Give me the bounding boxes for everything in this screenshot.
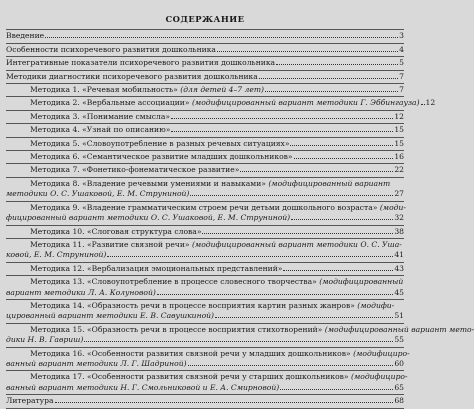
method-page: 51 [394, 311, 404, 321]
method-label: Методика 14. «Образность речи в процессе восприятия картин разных жанров» [30, 300, 355, 310]
toc-entry-text: Методики диагностики психоречевого развития дошкольника [6, 71, 258, 81]
method-note: (модифицированный вариант методики Г. Эббингауза) [191, 98, 420, 108]
toc-entry [6, 57, 404, 69]
method-label: Методика 11. «Развитие связной речи» [30, 239, 190, 249]
method-note: (модифициро- [351, 372, 408, 382]
method-entry [6, 263, 404, 275]
method-label: Методика 5. «Словоупотребление в разных речевых ситуациях» [30, 138, 290, 148]
toc-entry-page: 68 [394, 396, 404, 406]
method-label: Методика 17. «Особенности развития связной речи у старших дошкольников» [30, 372, 349, 382]
method-note: (моди- [379, 202, 406, 212]
method-entry [6, 348, 410, 371]
method-label: Методика 9. «Владение грамматическим строем речи детьми дошкольного возраста» [30, 202, 378, 212]
method-page: 55 [394, 335, 404, 345]
method-label: Методика 8. «Владение речевыми умениями и навыками» [30, 178, 266, 188]
method-page: 22 [394, 165, 404, 175]
method-entry [6, 97, 436, 109]
method-entry [6, 276, 404, 299]
toc-entry-text: Интегративные показатели психоречевого развития дошкольника [6, 58, 276, 68]
divider [6, 408, 404, 409]
method-page: 15 [394, 125, 404, 135]
toc-entry [6, 395, 404, 407]
method-page: 38 [394, 226, 404, 236]
method-page: 27 [394, 189, 404, 199]
method-entry [6, 324, 474, 347]
toc-entry-text: Литература [6, 396, 54, 406]
method-note-continued: фицированный вариант методики О. С. Ушаковой, Е. М. Струниной) [6, 213, 291, 223]
method-note-continued: ковой, Е. М. Струниной) [6, 250, 107, 260]
method-entry [6, 124, 404, 136]
method-note: (модифи- [357, 300, 395, 310]
method-page: 7 [399, 85, 404, 95]
method-note: (модифицированный вариант методики О. С. Уша- [191, 239, 402, 249]
method-label: Методика 3. «Понимание смысла» [30, 111, 171, 121]
method-entry [6, 226, 404, 238]
method-label: Методика 1. «Речевая мобильность» [30, 85, 178, 95]
method-label: Методика 12. «Вербализация эмоциональных представлений» [30, 263, 283, 273]
method-note-continued: цированный вариант методики Е. В. Савушкиной) [6, 311, 214, 321]
method-note: (модифицированный вариант [268, 178, 391, 188]
method-note-continued: ванный вариант методики Н. Г. Смольниковой и Е. А. Смирновой) [6, 382, 280, 392]
method-page: 12 [425, 98, 436, 108]
method-note: (модифицированный вариант мето- [324, 324, 474, 334]
method-entry [6, 178, 404, 201]
method-page: 15 [394, 138, 404, 148]
toc-entry-text: Введение [6, 31, 45, 41]
method-entry [6, 111, 404, 123]
method-page: 43 [394, 263, 404, 273]
method-entry [6, 164, 404, 176]
toc-entry [6, 30, 404, 42]
method-note: (модифицированный [319, 277, 404, 287]
toc-entry [6, 44, 404, 56]
method-entry [6, 84, 404, 96]
method-entry [6, 202, 404, 225]
method-page: 45 [394, 287, 404, 297]
method-entry [6, 300, 404, 323]
method-entry [6, 371, 408, 394]
method-page: 41 [394, 250, 404, 260]
method-note-continued: дики Н. В. Гавриш) [6, 335, 84, 345]
toc-entry-page: 4 [399, 44, 404, 54]
method-entry [6, 151, 404, 163]
method-page: 60 [394, 358, 404, 368]
toc-entry-text: Особенности психоречевого развития дошкольника [6, 44, 216, 54]
method-label: Методика 15. «Образность речи в процессе восприятия стихотворений» [30, 324, 323, 334]
methods-list [6, 83, 474, 394]
method-label: Методика 10. «Слоговая структура слова» [30, 226, 202, 236]
method-page: 32 [394, 213, 404, 223]
method-label: Методика 13. «Словоупотребление в процессе словесного творчества» [30, 277, 317, 287]
method-entry [6, 239, 404, 262]
toc-title: СОДЕРЖАНИЕ [165, 14, 245, 24]
method-page: 12 [394, 111, 404, 121]
method-entry [6, 138, 404, 150]
method-page: 65 [394, 382, 404, 392]
method-page: 16 [394, 152, 404, 162]
method-note: (для детей 4–7 лет) [180, 85, 264, 95]
toc-entry-page: 3 [399, 31, 404, 41]
method-note-continued: вариант методики Л. А. Колуновой) [6, 287, 156, 297]
toc-entry-page: 5 [399, 58, 404, 68]
method-label: Методика 6. «Семантическое развитие младших дошкольников» [30, 152, 293, 162]
method-note-continued: методики О. С. Ушаковой, Е. М. Струниной) [6, 189, 190, 199]
method-label: Методика 2. «Вербальные ассоциации» [30, 98, 190, 108]
toc-entry [6, 71, 404, 83]
method-note-continued: ванный вариант методики Л. Г. Шадриной) [6, 358, 187, 368]
method-note: (модифициро- [353, 348, 410, 358]
method-label: Методика 4. «Узнай по описанию» [30, 125, 171, 135]
toc-entry-page: 7 [399, 71, 404, 81]
method-label: Методика 7. «Фонетико-фонематическое развитие» [30, 165, 240, 175]
method-label: Методика 16. «Особенности развития связной речи у младших дошкольников» [30, 348, 351, 358]
